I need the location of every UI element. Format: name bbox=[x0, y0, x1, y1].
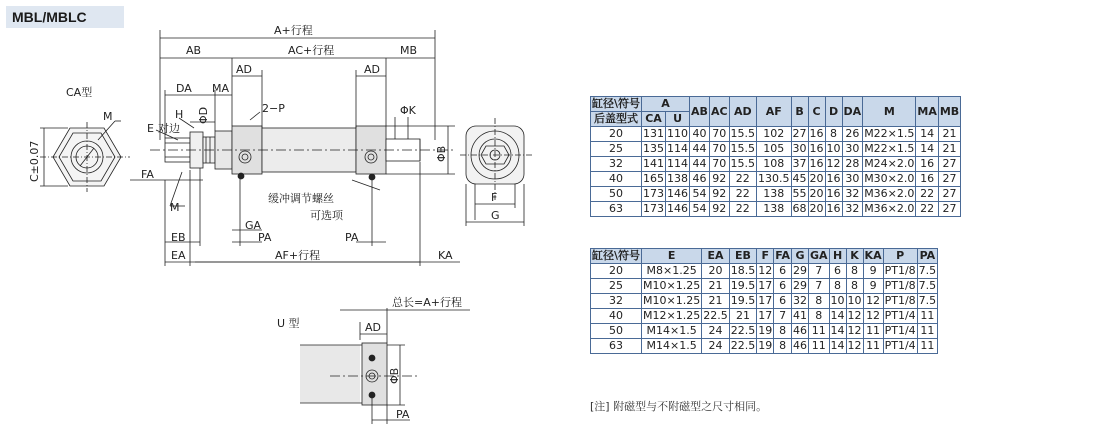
table1-header-row bbox=[591, 97, 961, 112]
table-cell: 20 bbox=[809, 187, 824, 200]
table-cell: 12 bbox=[863, 294, 883, 309]
label-cushion: 缓冲调节螺丝 bbox=[268, 192, 334, 205]
table-cell: 50 bbox=[591, 187, 642, 202]
table-row bbox=[591, 324, 938, 339]
label-ad-right: AD bbox=[364, 63, 380, 76]
table-cell: 10 bbox=[830, 294, 845, 307]
table-cell: PT1/4 bbox=[884, 309, 916, 322]
table-cell: 7.5 bbox=[918, 294, 937, 307]
table-cell: 138 bbox=[757, 202, 792, 217]
table-cell: 165 bbox=[643, 172, 665, 185]
table-cell: 8 bbox=[809, 309, 830, 324]
table-cell: 32 bbox=[842, 202, 863, 217]
table-cell: PT1/4 bbox=[884, 339, 916, 352]
label-mb: MB bbox=[400, 44, 418, 57]
table-cell: 27 bbox=[938, 187, 960, 202]
table-cell: 20 bbox=[809, 202, 824, 215]
table-cell: 6 bbox=[774, 294, 792, 309]
table-cell: 37 bbox=[792, 157, 807, 170]
label-a-stroke: A+行程 bbox=[274, 24, 313, 37]
table-cell: 138 bbox=[667, 172, 689, 185]
table-cell: 105 bbox=[757, 142, 792, 157]
table1-header-cell: 缸径\符号 bbox=[592, 97, 641, 110]
table-cell: 135 bbox=[643, 142, 665, 155]
table-cell: 11 bbox=[917, 309, 938, 324]
table-cell: 14 bbox=[916, 142, 938, 157]
table-cell: 22 bbox=[729, 202, 757, 217]
table-cell: 41 bbox=[793, 309, 807, 322]
table-cell: 11 bbox=[917, 324, 938, 339]
table2-header-cell: KA bbox=[864, 249, 882, 262]
label-f: F bbox=[491, 191, 498, 204]
label-total-len: 总长=A+行程 bbox=[392, 296, 462, 309]
table-cell: 54 bbox=[690, 187, 710, 202]
table2-header-cell: E bbox=[642, 249, 702, 264]
table-cell: 40 bbox=[591, 309, 642, 324]
table-cell: 7.5 bbox=[918, 264, 937, 277]
table-cell: 63 bbox=[591, 202, 642, 217]
table-cell: 25 bbox=[591, 142, 642, 157]
table1-header-cell: AB bbox=[690, 97, 710, 127]
table-cell: 12 bbox=[847, 324, 862, 337]
table-cell: 8 bbox=[774, 324, 792, 339]
table1-header-cell: C bbox=[808, 97, 825, 127]
table-cell: 22 bbox=[729, 187, 757, 202]
table-cell: 19.5 bbox=[730, 294, 756, 307]
table-cell: 9 bbox=[863, 264, 883, 279]
table-cell: 15.5 bbox=[730, 127, 756, 140]
table-cell: PT1/8 bbox=[884, 279, 916, 292]
table-cell: 46 bbox=[793, 339, 807, 352]
table2-header-cell: G bbox=[792, 249, 809, 264]
table2-header-cell: EA bbox=[702, 249, 730, 264]
table1-header-cell: M bbox=[863, 97, 916, 127]
table-cell: 21 bbox=[938, 127, 960, 142]
table-cell: 7.5 bbox=[918, 279, 937, 292]
table-row bbox=[591, 202, 961, 217]
table-row bbox=[591, 309, 938, 324]
table-cell: 114 bbox=[667, 142, 689, 155]
table-cell: 8 bbox=[846, 279, 863, 294]
table-cell: M22×1.5 bbox=[864, 142, 915, 155]
table-cell: 16 bbox=[809, 142, 824, 155]
table-cell: 30 bbox=[842, 172, 863, 187]
table-cell: 15.5 bbox=[730, 142, 756, 155]
table-cell: 146 bbox=[667, 202, 689, 215]
table-cell: 114 bbox=[667, 157, 689, 170]
table-cell: 16 bbox=[826, 202, 841, 215]
table-cell: 46 bbox=[690, 172, 710, 187]
table-cell: 40 bbox=[591, 172, 642, 187]
table-cell: 14 bbox=[830, 324, 845, 337]
table-cell: 32 bbox=[842, 187, 863, 202]
label-g: G bbox=[491, 209, 500, 222]
table-cell: 32 bbox=[591, 157, 642, 172]
label-phi-b: ΦB bbox=[435, 145, 448, 162]
table-cell: 20 bbox=[702, 264, 730, 279]
table-cell: 8 bbox=[774, 339, 792, 354]
table-cell: 17 bbox=[758, 294, 773, 307]
table-cell: 44 bbox=[690, 142, 710, 157]
label-c-tol: C±0.07 bbox=[28, 140, 41, 182]
table-cell: 138 bbox=[757, 187, 792, 202]
table1-header-cell: D bbox=[825, 97, 842, 127]
table-row bbox=[591, 264, 938, 279]
table-cell: 30 bbox=[792, 142, 807, 155]
table2-header-cell: H bbox=[829, 249, 846, 264]
table-cell: 27 bbox=[938, 202, 960, 217]
table-cell: 21 bbox=[729, 309, 757, 324]
table-cell: 44 bbox=[690, 157, 710, 172]
table-cell: 22.5 bbox=[730, 324, 756, 337]
table-cell: 55 bbox=[792, 187, 807, 200]
table-cell: 12 bbox=[758, 264, 773, 277]
table-cell: 19 bbox=[758, 339, 773, 352]
table2-header-cell: 缸径\符号 bbox=[592, 249, 641, 262]
label-duibian: 对边 bbox=[158, 122, 180, 135]
table-cell: 32 bbox=[591, 294, 642, 309]
label-ga: GA bbox=[245, 219, 262, 232]
table-cell: M24×2.0 bbox=[864, 157, 915, 170]
table-cell: 173 bbox=[643, 202, 665, 215]
table1-header-cell: A bbox=[642, 97, 690, 112]
table-cell: M10×1.25 bbox=[643, 279, 701, 292]
table-cell: 15.5 bbox=[730, 157, 756, 170]
table-cell: 11 bbox=[917, 339, 938, 354]
dimension-table-1 bbox=[590, 96, 961, 217]
table-cell: 7 bbox=[809, 264, 830, 279]
table-cell: 9 bbox=[863, 279, 883, 294]
table-cell: M30×2.0 bbox=[864, 172, 915, 185]
table-cell: 14 bbox=[830, 339, 845, 352]
table-cell: 16 bbox=[826, 172, 841, 185]
table-cell: 7 bbox=[809, 279, 830, 294]
table1-header-cell: MA bbox=[916, 97, 938, 127]
table-cell: 21 bbox=[938, 142, 960, 157]
table-cell: M8×1.25 bbox=[642, 264, 702, 279]
label-phi-b-u: ΦB bbox=[388, 367, 401, 384]
table1-header-cell: CA bbox=[642, 112, 666, 127]
table1-header-cell: AC bbox=[709, 97, 729, 127]
table-cell: M36×2.0 bbox=[864, 187, 915, 200]
label-m-side: M bbox=[170, 201, 180, 214]
table-cell: 92 bbox=[709, 172, 729, 187]
table-cell: 16 bbox=[826, 187, 841, 200]
table2-header-row bbox=[591, 249, 938, 264]
table-cell: 8 bbox=[829, 279, 846, 294]
table-cell: 24 bbox=[702, 339, 730, 354]
table-cell: 108 bbox=[757, 157, 792, 172]
table-cell: 12 bbox=[847, 309, 862, 322]
table-cell: 14 bbox=[830, 309, 845, 322]
label-pa-u: PA bbox=[396, 408, 410, 421]
table-cell: 22 bbox=[916, 202, 938, 217]
table-cell: 22 bbox=[916, 187, 938, 202]
table-row bbox=[591, 172, 961, 187]
label-ka: KA bbox=[438, 249, 453, 262]
table-cell: 10 bbox=[826, 142, 841, 155]
table2-header-cell: FA bbox=[775, 249, 790, 262]
label-h: H bbox=[175, 108, 184, 121]
table1-header-cell: AD bbox=[729, 97, 757, 127]
table-cell: 12 bbox=[847, 339, 862, 352]
table-cell: 11 bbox=[863, 339, 883, 354]
table2-header-cell: P bbox=[883, 249, 917, 264]
label-ea: EA bbox=[171, 249, 186, 262]
table-row bbox=[591, 294, 938, 309]
table-cell: 12 bbox=[863, 309, 883, 324]
table-cell: M36×2.0 bbox=[864, 202, 915, 215]
table-cell: M14×1.5 bbox=[642, 324, 702, 339]
table1-header-cell: 后盖型式 bbox=[591, 112, 642, 127]
table-cell: 6 bbox=[774, 279, 792, 294]
table-cell: M10×1.25 bbox=[643, 294, 701, 307]
table-cell: 102 bbox=[757, 127, 792, 142]
table-cell: 141 bbox=[643, 157, 665, 170]
table-cell: 17 bbox=[758, 309, 773, 322]
table-cell: 110 bbox=[667, 127, 689, 140]
table-cell: 21 bbox=[702, 294, 730, 309]
label-ac-stroke: AC+行程 bbox=[288, 44, 335, 57]
table-cell: 16 bbox=[916, 157, 938, 172]
label-e: E bbox=[147, 122, 154, 135]
table-cell: 7 bbox=[774, 309, 792, 324]
ca-end-view bbox=[40, 121, 130, 192]
table-cell: 68 bbox=[792, 202, 807, 215]
table-cell: 26 bbox=[842, 127, 863, 142]
table-cell: 29 bbox=[793, 264, 807, 277]
table-cell: 27 bbox=[792, 127, 807, 140]
table-cell: 21 bbox=[702, 279, 730, 294]
table-cell: 16 bbox=[916, 172, 938, 187]
table-cell: 146 bbox=[667, 187, 689, 200]
label-da: DA bbox=[176, 82, 192, 95]
table-row bbox=[591, 187, 961, 202]
table-cell: 8 bbox=[809, 294, 830, 309]
table-row bbox=[591, 339, 938, 354]
table-cell: 92 bbox=[709, 187, 729, 202]
table-cell: 27 bbox=[938, 172, 960, 187]
table-cell: 17 bbox=[758, 279, 773, 292]
table2-header-cell: GA bbox=[810, 249, 828, 262]
table-cell: 46 bbox=[793, 324, 807, 337]
table-cell: 16 bbox=[809, 157, 824, 170]
table-cell: 6 bbox=[774, 264, 792, 279]
table-cell: 11 bbox=[809, 339, 830, 354]
label-af-stroke: AF+行程 bbox=[275, 249, 321, 262]
label-m-ca: M bbox=[103, 110, 113, 123]
table-cell: 45 bbox=[792, 172, 807, 185]
table-cell: M14×1.5 bbox=[642, 339, 702, 354]
table-cell: 18.5 bbox=[730, 264, 756, 277]
label-optional: 可选项 bbox=[310, 209, 343, 222]
table-cell: 24 bbox=[702, 324, 730, 339]
table2-header-cell: PA bbox=[917, 249, 938, 264]
table2-header-cell: K bbox=[846, 249, 863, 264]
footnote: [注] 附磁型与不附磁型之尺寸相同。 bbox=[590, 400, 768, 413]
table-row bbox=[591, 157, 961, 172]
table-cell: 22 bbox=[729, 172, 757, 187]
table-cell: 19 bbox=[758, 324, 773, 337]
table-cell: 11 bbox=[809, 324, 830, 339]
table2-header-cell: F bbox=[757, 249, 774, 264]
table-row bbox=[591, 279, 938, 294]
label-phi-k: ΦK bbox=[400, 104, 416, 117]
table-cell: 173 bbox=[643, 187, 665, 200]
model-title: MBL/MBLC bbox=[6, 6, 124, 28]
table-cell: PT1/8 bbox=[884, 294, 916, 307]
table-cell: 70 bbox=[709, 127, 729, 142]
table-cell: 22.5 bbox=[703, 309, 728, 322]
table-cell: 29 bbox=[793, 279, 807, 292]
table-cell: PT1/4 bbox=[884, 324, 916, 337]
table-cell: 8 bbox=[846, 264, 863, 279]
table1-header-cell: U bbox=[666, 112, 690, 127]
table-cell: 50 bbox=[591, 324, 642, 339]
table-cell: 20 bbox=[591, 127, 642, 142]
table-cell: 19.5 bbox=[730, 279, 756, 292]
table-cell: 11 bbox=[863, 324, 883, 339]
table1-header-cell: AF bbox=[757, 97, 792, 127]
table-cell: 63 bbox=[591, 339, 642, 354]
table-cell: 14 bbox=[916, 127, 938, 142]
table-cell: 131 bbox=[643, 127, 665, 140]
dimension-table-2 bbox=[590, 248, 938, 354]
table-cell: 30 bbox=[842, 142, 863, 157]
table1-header-cell: B bbox=[791, 97, 808, 127]
table-cell: 16 bbox=[809, 127, 824, 140]
table-row bbox=[591, 142, 961, 157]
table-cell: 70 bbox=[709, 142, 729, 157]
u-type-view bbox=[300, 308, 470, 424]
table1-header-cell: DA bbox=[842, 97, 863, 127]
table-cell: 12 bbox=[826, 157, 841, 170]
label-ma: MA bbox=[212, 82, 230, 95]
table2-header-cell: EB bbox=[729, 249, 757, 264]
table-cell: 92 bbox=[709, 202, 729, 217]
table-cell: 25 bbox=[591, 279, 642, 294]
label-pa-left: PA bbox=[258, 231, 272, 244]
label-phi-d: ΦD bbox=[197, 106, 210, 124]
table-cell: 27 bbox=[938, 157, 960, 172]
table-cell: 10 bbox=[847, 294, 862, 307]
table-cell: 130.5 bbox=[758, 172, 790, 185]
table-cell: 22.5 bbox=[730, 339, 756, 352]
label-pa-right: PA bbox=[345, 231, 359, 244]
table-cell: PT1/8 bbox=[884, 264, 916, 277]
label-fa: FA bbox=[141, 168, 154, 181]
label-ca-type: CA型 bbox=[66, 86, 93, 99]
table-cell: 40 bbox=[690, 127, 710, 142]
label-ad-left: AD bbox=[236, 63, 252, 76]
table-cell: 6 bbox=[829, 264, 846, 279]
table-cell: 32 bbox=[793, 294, 807, 307]
table-row bbox=[591, 127, 961, 142]
table-cell: 54 bbox=[690, 202, 710, 217]
table-cell: 8 bbox=[825, 127, 842, 142]
label-ab: AB bbox=[186, 44, 202, 57]
table-cell: M22×1.5 bbox=[864, 127, 915, 140]
label-ad-u: AD bbox=[365, 321, 381, 334]
table-cell: 20 bbox=[591, 264, 642, 279]
table-cell: 28 bbox=[842, 157, 863, 172]
label-2p: 2−P bbox=[262, 102, 285, 115]
label-u-type: U 型 bbox=[277, 317, 300, 330]
label-eb: EB bbox=[171, 231, 186, 244]
table-cell: 70 bbox=[709, 157, 729, 172]
table1-header-cell: MB bbox=[938, 97, 960, 127]
table-cell: 20 bbox=[809, 172, 824, 185]
table-cell: M12×1.25 bbox=[643, 309, 701, 322]
